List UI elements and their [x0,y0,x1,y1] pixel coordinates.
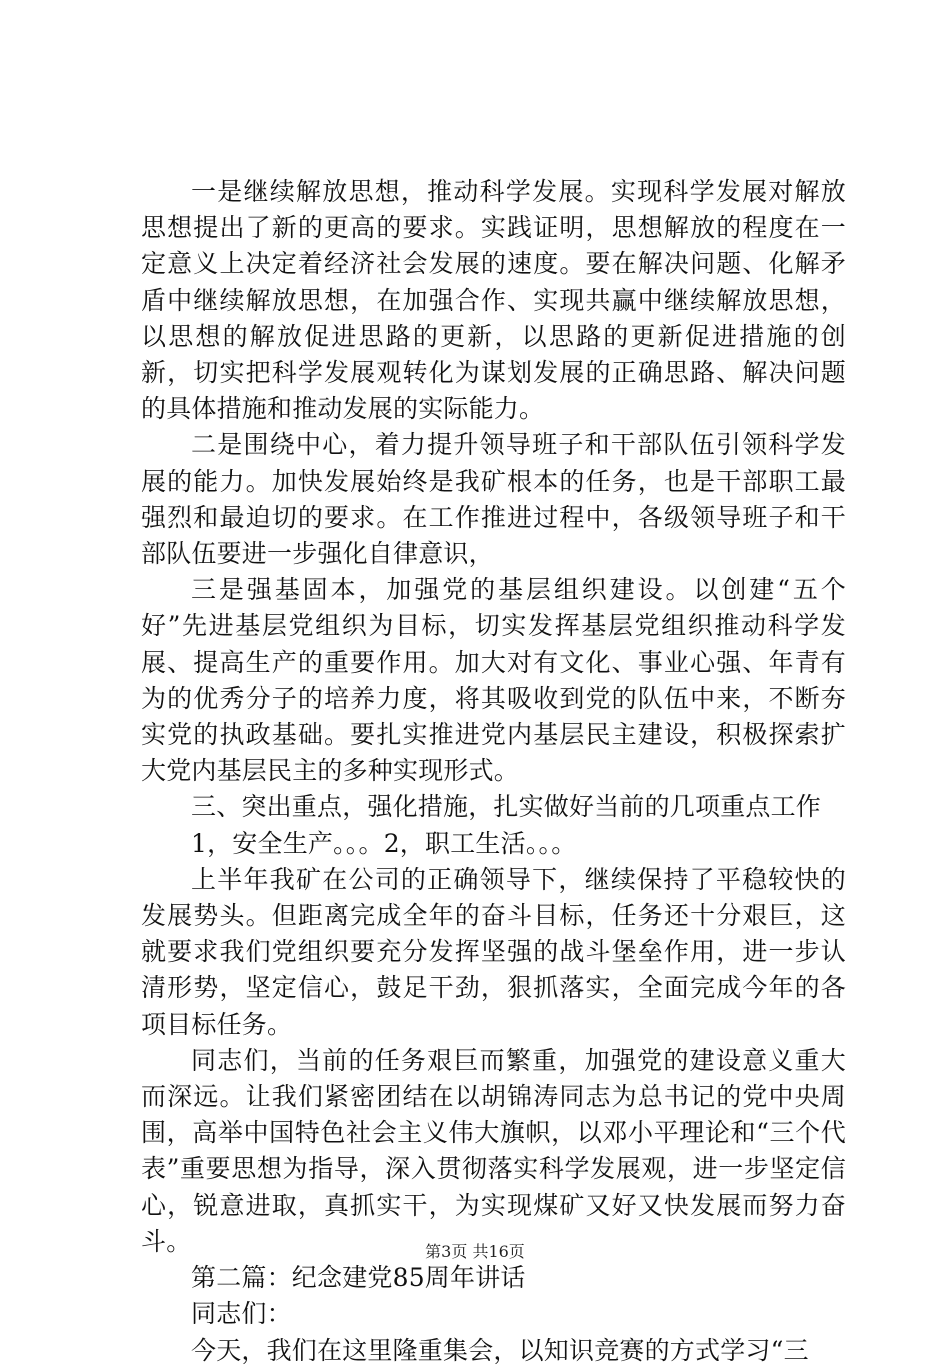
paragraph-grassroots-organization: 三是强基固本，加强党的基层组织建设。以创建“五个好”先进基层党组织为目标，切实发挥基层党组织推动科学发展、提高生产的重要作用。加大对有文化、事业心强、年青有为的优秀分子的培养力度，将其吸收到党的队伍中来，不断夯实党的执政基础。要扎实推进党内基层民主建设，积极探索扩大党内基层民主的多种实现形式。 [141,575,846,786]
salutation: 同志们： [191,1299,292,1329]
paragraph-closing-call: 同志们，当前的任务艰巨而繁重，加强党的建设意义重大而深远。让我们紧密团结在以胡锦涛同志为总书记的党中央周围，高举中国特色社会主义伟大旗帜，以邓小平理论和“三个代表”重要思想为指导，深入贯彻落实科学发展观，进一步坚定信心，锐意进取，真抓实干，为实现煤矿又好又快发展而努力奋斗。 [141,1045,846,1256]
section-heading-key-work: 三、突出重点，强化措施，扎实做好当前的几项重点工作 [191,792,822,822]
paragraph-emancipate-thinking: 一是继续解放思想，推动科学发展。实现科学发展对解放思想提出了新的更高的要求。实践证明，思想解放的程度在一定意义上决定着经济社会发展的速度。要在解决问题、化解矛盾中继续解放思想，在加强合作、实现共赢中继续解放思想，以思想的解放促进思路的更新，以思路的更新促进措施的创新，切实把科学发展观转化为谋划发展的正确思路、解决问题的具体措施和推动发展的实际能力。 [141,177,846,424]
paragraph-opening-speech: 今天，我们在这里隆重集会，以知识竞赛的方式学习“三 [191,1335,809,1365]
chapter-heading-second: 第二篇：纪念建党85周年讲话 [191,1263,526,1293]
paragraph-leadership-ability: 二是围绕中心，着力提升领导班子和干部队伍引领科学发展的能力。加快发展始终是我矿根本的任务，也是干部职工最强烈和最迫切的要求。在工作推进过程中，各级领导班子和干部队伍要进一步强化自律意识， [141,430,846,569]
page-number-footer: 第3页 共16页 [425,1242,525,1261]
paragraph-work-items: 1，安全生产。。。2，职工生活。。。 [191,828,577,858]
paragraph-first-half-year: 上半年我矿在公司的正确领导下，继续保持了平稳较快的发展势头。但距离完成全年的奋斗目标，任务还十分艰巨，这就要求我们党组织要充分发挥坚强的战斗堡垒作用，进一步认清形势，坚定信心，鼓足干劲，狠抓落实，全面完成今年的各项目标任务。 [141,864,846,1039]
document-body [141,174,846,1369]
